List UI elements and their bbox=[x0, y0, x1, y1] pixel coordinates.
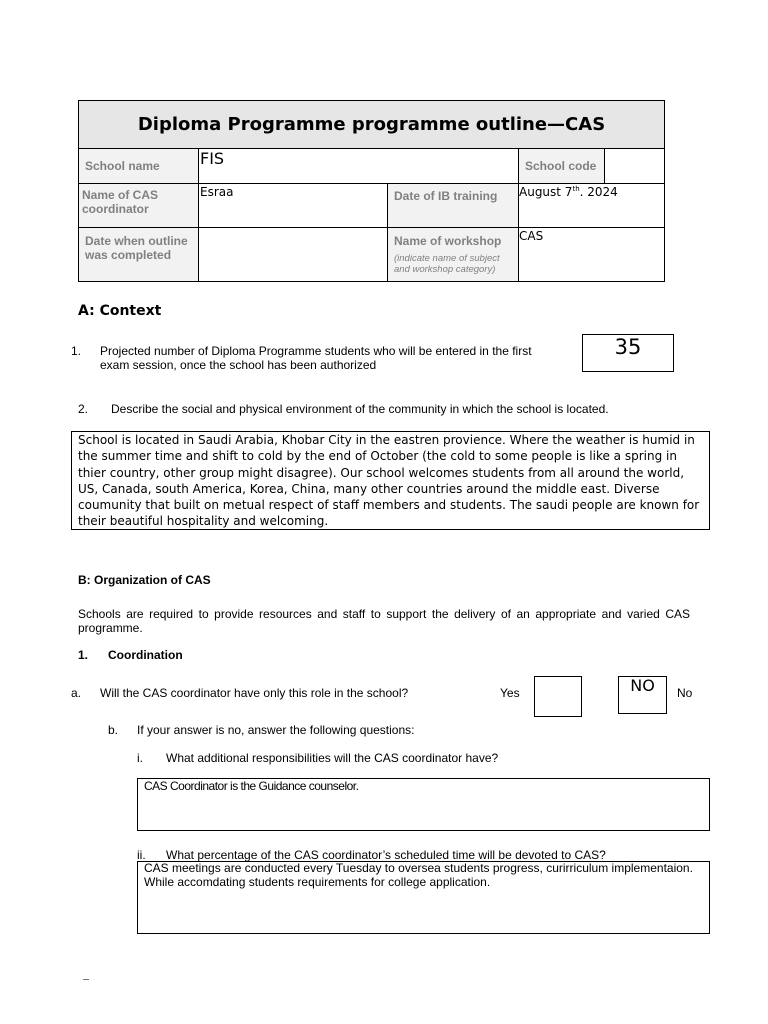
no-box[interactable]: NO bbox=[618, 676, 667, 714]
qi-number: i. bbox=[137, 751, 143, 765]
outline-completed-value[interactable] bbox=[199, 228, 388, 282]
yes-box[interactable] bbox=[534, 676, 582, 717]
coordination-heading: Coordination bbox=[108, 648, 183, 662]
section-a-heading: A: Context bbox=[78, 303, 162, 319]
section-b-heading: B: Organization of CAS bbox=[78, 573, 211, 587]
no-label: No bbox=[677, 686, 693, 700]
workshop-value[interactable]: CAS bbox=[519, 228, 665, 282]
section-b-intro: Schools are required to provide resources and staff to support the delivery of an appropriate and varied CAS programme. bbox=[78, 607, 690, 635]
coordination-number: 1. bbox=[78, 648, 89, 662]
school-name-label: School name bbox=[79, 149, 199, 184]
qb-letter: b. bbox=[108, 723, 119, 737]
qb-text: If your answer is no, answer the following questions: bbox=[137, 723, 415, 737]
qii-number: ii. bbox=[137, 848, 146, 862]
school-name-value[interactable]: FIS bbox=[199, 149, 519, 184]
q1-text: Projected number of Diploma Programme students who will be entered in the first exam session, once the school has been authorized bbox=[100, 344, 532, 372]
qa-letter: a. bbox=[71, 686, 82, 700]
q2-answer-box[interactable]: School is located in Saudi Arabia, Khobar City in the eastren provience. Where the weather is humid in the summer time and shift to cold by the end of October (the cold to some people is like a spring in thier country, other group might disagree). Our school welcomes students from all around the world, US, Canada, south America, Korea, China, many other countries around the middle east. Diverse coumunity that built on metual respect of staff members and students. The saudi people are known for their beautiful hospitality and welcoming. bbox=[71, 431, 710, 530]
qii-text: What percentage of the CAS coordinator’s scheduled time will be devoted to CAS? bbox=[166, 848, 606, 862]
qi-answer-box[interactable]: CAS Coordinator is the Guidance counselor. bbox=[137, 778, 710, 831]
school-code-value[interactable] bbox=[605, 149, 665, 184]
outline-completed-label: Date when outline was completed bbox=[79, 228, 199, 282]
yes-label: Yes bbox=[500, 686, 520, 700]
q2-number: 2. bbox=[78, 402, 89, 416]
q2-text: Describe the social and physical environment of the community in which the school is located. bbox=[111, 402, 609, 416]
workshop-label: Name of workshop (indicate name of subject and workshop category) bbox=[388, 228, 519, 282]
document-title: Diploma Programme programme outline—CAS bbox=[79, 101, 665, 149]
workshop-note: (indicate name of subject and workshop category) bbox=[394, 253, 500, 275]
cas-coordinator-label: Name of CAS coordinator bbox=[79, 184, 199, 228]
ib-training-label: Date of IB training bbox=[388, 184, 519, 228]
q1-answer-box[interactable]: 35 bbox=[582, 334, 674, 372]
qa-text: Will the CAS coordinator have only this role in the school? bbox=[100, 686, 409, 700]
qi-text: What additional responsibilities will the CAS coordinator have? bbox=[166, 751, 499, 765]
school-code-label: School code bbox=[519, 149, 605, 184]
footer-mark bbox=[83, 979, 89, 980]
header-table bbox=[78, 100, 665, 282]
ib-training-value[interactable]: August 7th. 2024 bbox=[519, 184, 665, 228]
cas-coordinator-value[interactable]: Esraa bbox=[199, 184, 388, 228]
q1-number: 1. bbox=[71, 344, 82, 358]
qii-answer-box[interactable]: CAS meetings are conducted every Tuesday to oversea students progress, curirriculum implementaion. While accomdating students requirements for college application. bbox=[137, 861, 710, 934]
